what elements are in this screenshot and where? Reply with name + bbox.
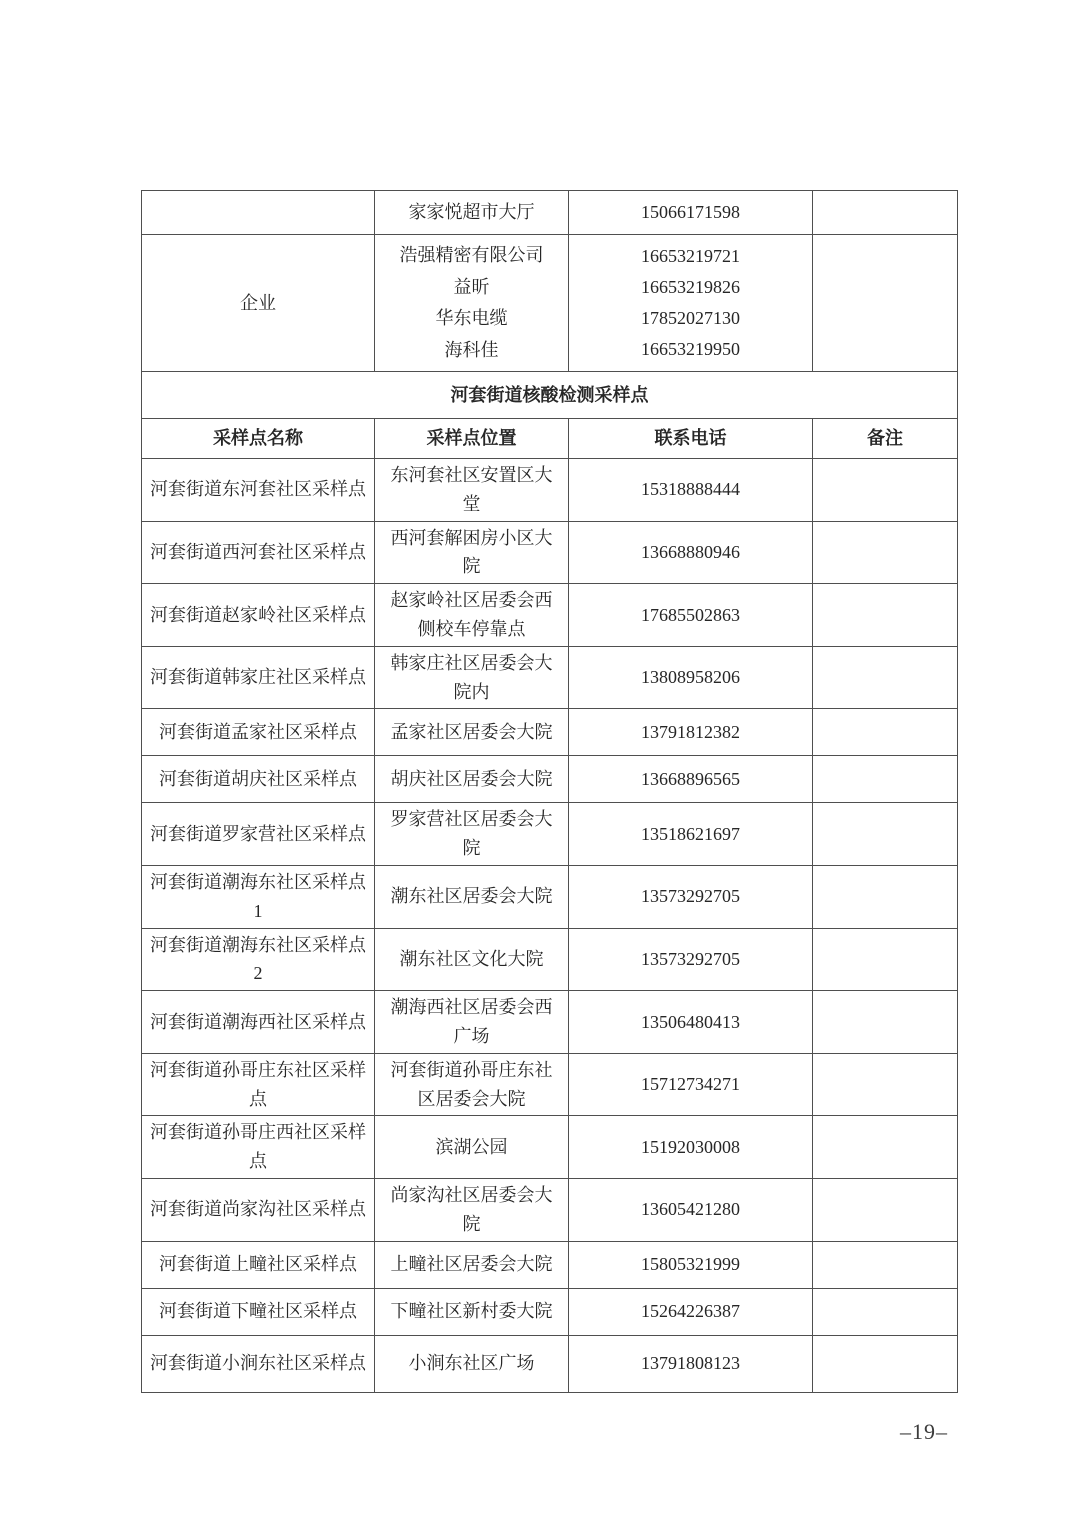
location-cell: 上疃社区居委会大院: [375, 1241, 569, 1288]
table-row: [142, 459, 958, 522]
name-cell: 河套街道尚家沟社区采样点: [142, 1178, 375, 1241]
enterprise-phone: 16653219826: [641, 277, 740, 298]
location-cell: 潮海西社区居委会西广场: [375, 991, 569, 1054]
name-cell: 河套街道下疃社区采样点: [142, 1288, 375, 1335]
phone-cell: 15066171598: [569, 191, 813, 235]
name-cell: 河套街道上疃社区采样点: [142, 1241, 375, 1288]
location-cell: 小涧东社区广场: [375, 1335, 569, 1392]
column-header-location: 采样点位置: [375, 419, 569, 459]
location-cell: [375, 235, 569, 372]
note-cell: [813, 646, 958, 709]
table-row: [142, 803, 958, 866]
note-cell: [813, 521, 958, 584]
table-row-supermarket: [142, 191, 958, 235]
phone-cell: [569, 235, 813, 372]
phone-cell: 15712734271: [569, 1053, 813, 1116]
phone-cell: 13791808123: [569, 1335, 813, 1392]
phone-cell: 13605421280: [569, 1178, 813, 1241]
name-cell: 河套街道孟家社区采样点: [142, 709, 375, 756]
location-cell: 西河套解困房小区大院: [375, 521, 569, 584]
phone-cell: 13668896565: [569, 756, 813, 803]
enterprise-phone: 17852027130: [641, 308, 740, 328]
name-cell: 河套街道小涧东社区采样点: [142, 1335, 375, 1392]
name-cell: 河套街道潮海东社区采样点 2: [142, 928, 375, 991]
enterprise-location: 华东电缆: [435, 308, 508, 328]
category-cell-empty: [142, 191, 375, 235]
table-row: [142, 991, 958, 1054]
note-cell: [813, 803, 958, 866]
note-cell: [813, 584, 958, 647]
phone-cell: 15318888444: [569, 459, 813, 522]
name-cell: 河套街道东河套社区采样点: [142, 459, 375, 522]
table-row: [142, 1116, 958, 1179]
phone-cell: 15805321999: [569, 1241, 813, 1288]
location-cell: 孟家社区居委会大院: [375, 709, 569, 756]
enterprise-location: 益昕: [453, 276, 490, 297]
location-cell: 赵家岭社区居委会西侧校车停靠点: [375, 584, 569, 647]
location-cell: 韩家庄社区居委会大院内: [375, 646, 569, 709]
phone-cell: 13506480413: [569, 991, 813, 1054]
table-row: [142, 865, 958, 928]
name-cell: 河套街道潮海东社区采样点 1: [142, 865, 375, 928]
enterprise-location: 浩强精密有限公司: [399, 245, 544, 265]
note-cell: [813, 1241, 958, 1288]
note-cell: [813, 1178, 958, 1241]
location-cell: 尚家沟社区居委会大院: [375, 1178, 569, 1241]
note-cell: [813, 709, 958, 756]
table-row: [142, 756, 958, 803]
phone-cell: 15192030008: [569, 1116, 813, 1179]
table-header-row: [142, 419, 958, 459]
phone-cell: 17685502863: [569, 584, 813, 647]
category-cell: 企业: [142, 235, 375, 372]
name-cell: 河套街道潮海西社区采样点: [142, 991, 375, 1054]
name-cell: 河套街道赵家岭社区采样点: [142, 584, 375, 647]
note-cell: [813, 1288, 958, 1335]
name-cell: 河套街道胡庆社区采样点: [142, 756, 375, 803]
note-cell: [813, 756, 958, 803]
enterprise-phone: 16653219721: [641, 246, 740, 267]
table-row: [142, 1178, 958, 1241]
section-title-row: [142, 372, 958, 419]
column-header-note: 备注: [813, 419, 958, 459]
note-cell: [813, 1116, 958, 1179]
table-row: [142, 584, 958, 647]
note-cell: [813, 928, 958, 991]
note-cell: [813, 459, 958, 522]
enterprise-location: 海科佳: [444, 339, 499, 360]
column-header-phone: 联系电话: [569, 419, 813, 459]
name-cell: 河套街道罗家营社区采样点: [142, 803, 375, 866]
name-cell: 河套街道西河套社区采样点: [142, 521, 375, 584]
location-cell: 河套街道孙哥庄东社区居委会大院: [375, 1053, 569, 1116]
phone-cell: 13808958206: [569, 646, 813, 709]
phone-cell: 13791812382: [569, 709, 813, 756]
table-row: [142, 1241, 958, 1288]
note-cell: [813, 1335, 958, 1392]
note-cell: [813, 235, 958, 372]
sampling-points-table: [141, 190, 958, 1393]
note-cell: [813, 991, 958, 1054]
name-cell: 河套街道孙哥庄西社区采样点: [142, 1116, 375, 1179]
note-cell: [813, 865, 958, 928]
location-cell: 潮东社区居委会大院: [375, 865, 569, 928]
table-row: [142, 1288, 958, 1335]
table-row: [142, 521, 958, 584]
table-row: [142, 646, 958, 709]
column-header-name: 采样点名称: [142, 419, 375, 459]
phone-cell: 15264226387: [569, 1288, 813, 1335]
enterprise-phone-list: [577, 241, 804, 365]
location-cell: 家家悦超市大厅: [375, 191, 569, 235]
location-cell: 胡庆社区居委会大院: [375, 756, 569, 803]
location-cell: 罗家营社区居委会大院: [375, 803, 569, 866]
location-cell: 滨湖公园: [375, 1116, 569, 1179]
phone-cell: 13668880946: [569, 521, 813, 584]
section-title: 河套街道核酸检测采样点: [142, 372, 958, 419]
table-row: [142, 709, 958, 756]
note-cell: [813, 191, 958, 235]
table-row: [142, 928, 958, 991]
page-number: –19–: [900, 1419, 948, 1444]
name-cell: 河套街道孙哥庄东社区采样点: [142, 1053, 375, 1116]
location-cell: 潮东社区文化大院: [375, 928, 569, 991]
phone-cell: 13518621697: [569, 803, 813, 866]
table-row-enterprise: [142, 235, 958, 372]
table-row: [142, 1053, 958, 1116]
location-cell: 下疃社区新村委大院: [375, 1288, 569, 1335]
table-row: [142, 1335, 958, 1392]
phone-cell: 13573292705: [569, 865, 813, 928]
enterprise-location-list: [383, 240, 560, 366]
note-cell: [813, 1053, 958, 1116]
name-cell: 河套街道韩家庄社区采样点: [142, 646, 375, 709]
enterprise-phone: 16653219950: [641, 338, 740, 359]
location-cell: 东河套社区安置区大堂: [375, 459, 569, 522]
phone-cell: 13573292705: [569, 928, 813, 991]
